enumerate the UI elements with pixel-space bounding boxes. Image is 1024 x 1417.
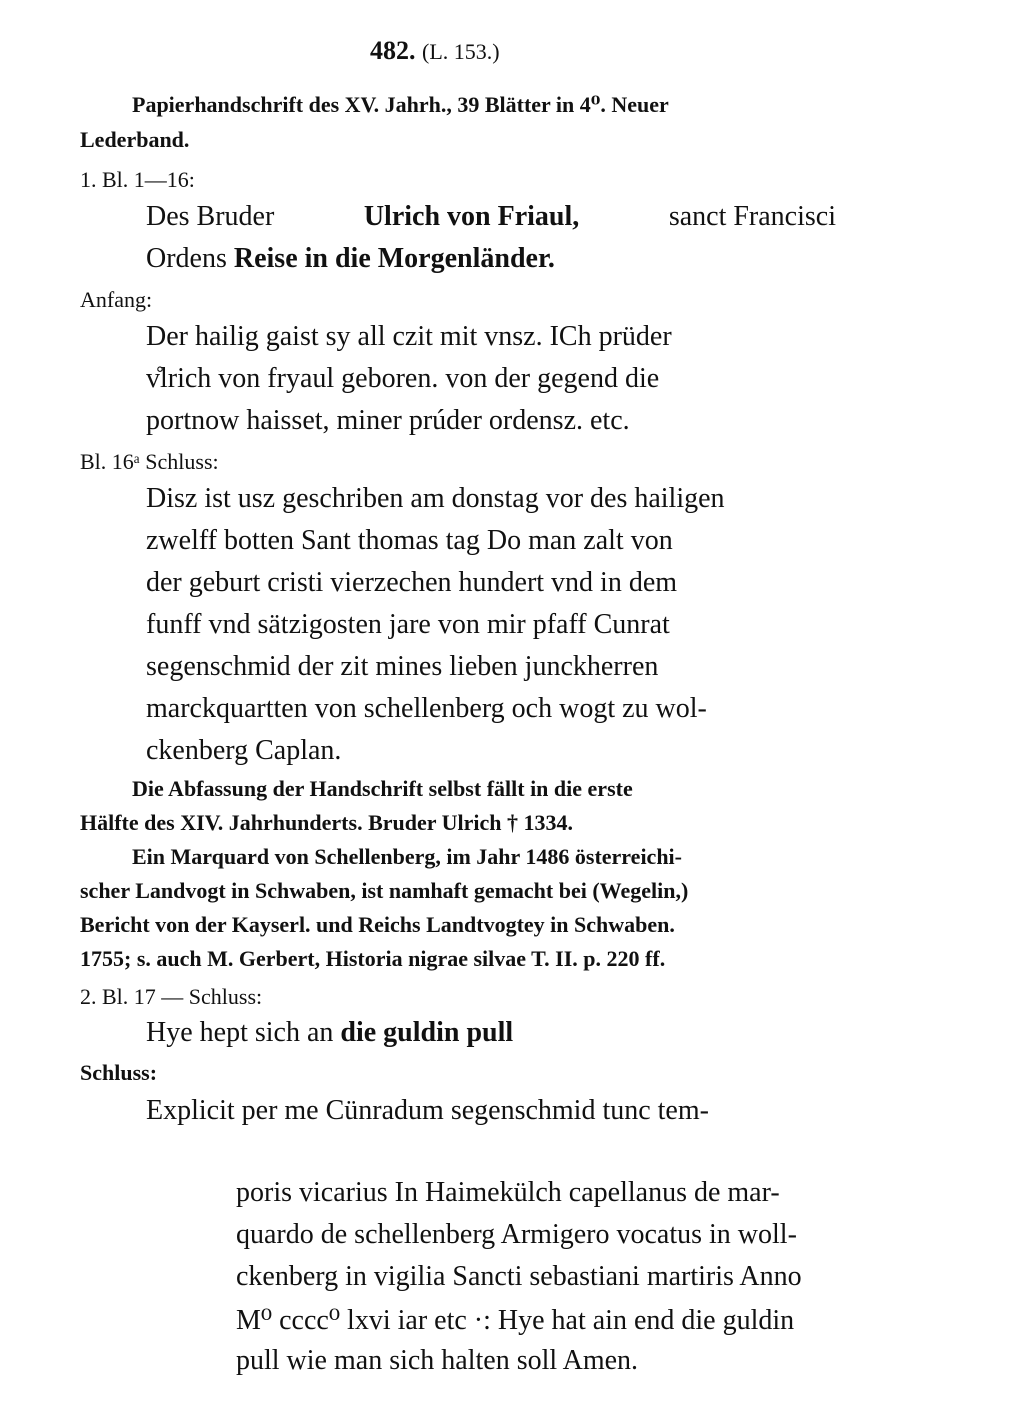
- explicit-label: Schluss:: [80, 1060, 158, 1085]
- explicit-line: zwelff botten Sant thomas tag Do man zalt von: [146, 525, 673, 556]
- explicit-label: Bl. 16ᵃ Schluss:: [80, 449, 219, 474]
- title-text: Hye hept sich an: [146, 1017, 334, 1048]
- item-title: [146, 1017, 513, 1049]
- item-title: [146, 201, 836, 233]
- note-line: Bericht von der Kayserl. und Reichs Landtvogtey in Schwaben.: [80, 912, 675, 937]
- page-number: 482.: [370, 36, 416, 65]
- explicit-line: marckquartten von schellenberg och wogt zu wol-: [146, 693, 707, 724]
- explicit-line: segenschmid der zit mines lieben junckherren: [146, 651, 659, 682]
- title-text: Des Bruder: [146, 201, 275, 232]
- title-name: Ulrich von Friaul,: [363, 201, 580, 232]
- explicit-line: ckenberg in vigilia Sancti sebastiani martiris Anno: [236, 1261, 802, 1292]
- library-reference: (L. 153.): [422, 39, 500, 64]
- note-line: 1755; s. auch M. Gerbert, Historia nigrae silvae T. II. p. 220 ff.: [80, 946, 666, 971]
- item-heading: 1. Bl. 1—16:: [80, 167, 195, 192]
- explicit-line: pull wie man sich halten soll Amen.: [236, 1345, 639, 1376]
- note-line: Hälfte des XIV. Jahrhunderts. Bruder Ulrich † 1334.: [80, 810, 573, 835]
- title-text: sanct Francisci: [668, 201, 836, 232]
- title-name: die guldin pull: [340, 1017, 514, 1048]
- incipit-label: Anfang:: [80, 287, 153, 312]
- item-heading: 2. Bl. 17 — Schluss:: [80, 984, 263, 1009]
- description-line: Lederband.: [80, 127, 190, 152]
- page-header: [370, 36, 500, 66]
- incipit-line: portnow haisset, miner prúder ordensz. etc.: [146, 405, 630, 436]
- explicit-line: der geburt cristi vierzechen hundert vnd in dem: [146, 567, 678, 598]
- explicit-line: funff vnd sätzigosten jare von mir pfaff Cunrat: [146, 609, 670, 640]
- title-name: Reise in die Morgenländer.: [233, 243, 555, 274]
- explicit-line: poris vicarius In Haimekülch capellanus de mar-: [236, 1177, 780, 1208]
- note-line: Ein Marquard von Schellenberg, im Jahr 1486 österreichi-: [132, 844, 682, 869]
- incipit-line: v̊lrich von fryaul geboren. von der gegend die: [146, 363, 660, 394]
- explicit-line: Explicit per me Cünradum segenschmid tunc tem-: [146, 1095, 709, 1126]
- explicit-line: quardo de schellenberg Armigero vocatus in woll-: [236, 1219, 797, 1250]
- note-line: scher Landvogt in Schwaben, ist namhaft gemacht bei (Wegelin,): [80, 878, 689, 903]
- item-title: [146, 243, 555, 275]
- explicit-line: Disz ist usz geschriben am donstag vor des hailigen: [146, 483, 725, 514]
- explicit-line: ckenberg Caplan.: [146, 735, 342, 766]
- note-line: Die Abfassung der Handschrift selbst fällt in die erste: [132, 776, 633, 801]
- explicit-line: M⁰ cccc⁰ lxvi iar etc ·: Hye hat ain end die guldin: [236, 1305, 795, 1336]
- incipit-line: Der hailig gaist sy all czit mit vnsz. ICh prüder: [146, 321, 672, 352]
- title-text: Ordens: [146, 243, 227, 274]
- description-line: Papierhandschrift des XV. Jahrh., 39 Blätter in 4⁰. Neuer: [132, 92, 669, 117]
